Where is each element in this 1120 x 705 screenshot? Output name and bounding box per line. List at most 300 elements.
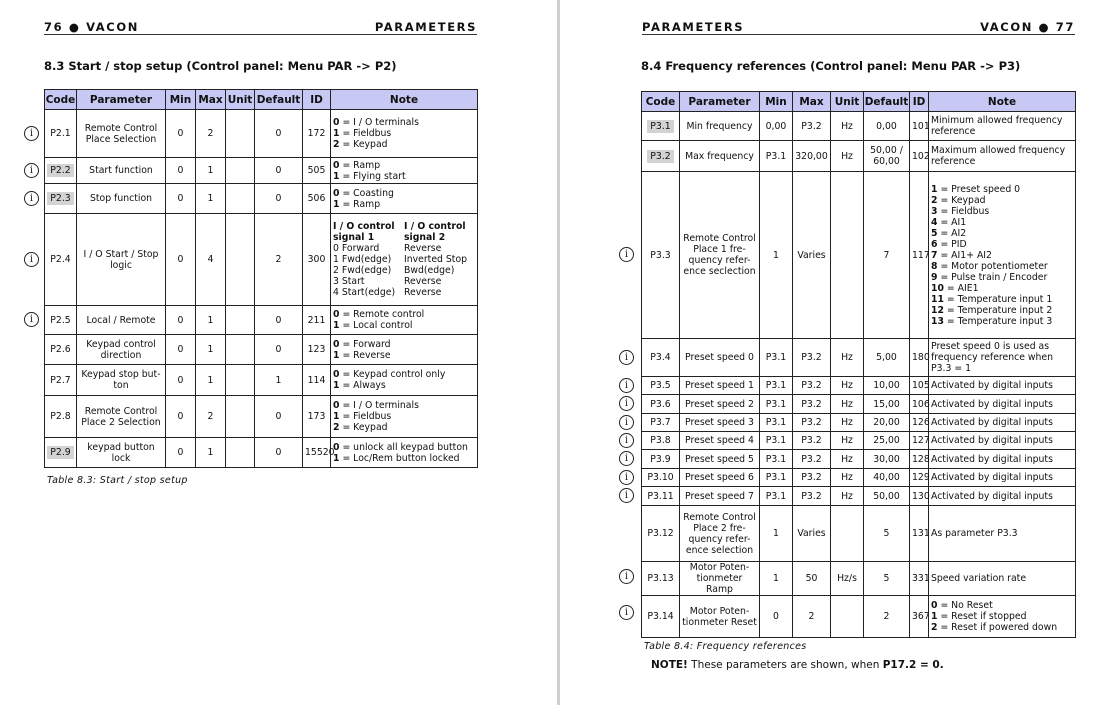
note-value: 1 [931, 611, 938, 622]
col-note: Note [929, 92, 1076, 112]
note-value: 0 [333, 187, 340, 199]
param-unit [226, 438, 255, 468]
table-row [642, 450, 1076, 469]
param-max: 1 [196, 335, 226, 365]
param-code-cell [45, 306, 77, 335]
param-default: 0 [255, 158, 303, 184]
param-code: P3.3 [650, 249, 671, 261]
note-desc: = Preset speed 0 [937, 183, 1021, 195]
io-signal-2-head: I / O control signal 2 [404, 221, 466, 243]
param-default: 5,00 [864, 339, 910, 377]
note-desc: = Keypad [937, 194, 986, 206]
param-max: P3.2 [793, 432, 831, 450]
param-name: Keypad stop but-ton [77, 365, 166, 396]
col-id: ID [910, 92, 929, 112]
note-desc: = AIE1 [943, 282, 979, 294]
param-code-cell [642, 450, 680, 469]
param-note [331, 396, 478, 438]
note-line-item [931, 294, 1073, 305]
param-default: 0 [255, 438, 303, 468]
param-note [331, 335, 478, 365]
note-value: 9 [931, 271, 938, 283]
io-signal-1-value: 0 Forward [333, 243, 380, 254]
param-name: I / O Start / Stop logic [77, 214, 166, 306]
info-icon[interactable]: i [619, 605, 634, 620]
note-line-item [333, 369, 475, 380]
param-max: P3.2 [793, 395, 831, 414]
note-value: 1 [333, 452, 340, 464]
param-name: Keypad control direction [77, 335, 166, 365]
param-unit: Hz [831, 432, 864, 450]
param-unit: Hz [831, 141, 864, 172]
param-code-cell [45, 438, 77, 468]
note-desc: = AI2 [937, 227, 967, 239]
param-id: 106 [910, 395, 929, 414]
param-code: P3.5 [650, 380, 671, 391]
param-id: 172 [303, 110, 331, 158]
note-line-item [931, 305, 1073, 316]
note-desc: = Temperature input 2 [943, 304, 1053, 316]
param-min: 0 [760, 596, 793, 638]
param-note: Activated by digital inputs [929, 377, 1076, 395]
io-signal-1-value: 1 Fwd(edge) [333, 254, 392, 265]
note-desc: = Fieldbus [339, 411, 392, 422]
param-default: 0 [255, 184, 303, 214]
param-unit: Hz [831, 377, 864, 395]
note-desc: = Always [339, 380, 386, 391]
col-min: Min [760, 92, 793, 112]
param-max: 2 [196, 110, 226, 158]
param-unit [226, 214, 255, 306]
note-desc: = Keypad [339, 139, 388, 150]
param-min: 0 [166, 214, 196, 306]
param-min: 0 [166, 184, 196, 214]
note-value: 1 [333, 411, 340, 422]
note-line-item [931, 228, 1073, 239]
table-row [642, 469, 1076, 487]
param-name: Motor Poten-tionmeter Ramp [680, 562, 760, 596]
param-unit: Hz [831, 487, 864, 506]
param-name: Preset speed 0 [680, 339, 760, 377]
table-row [45, 110, 478, 158]
param-default: 5 [864, 506, 910, 562]
table-row [642, 172, 1076, 339]
info-icon[interactable]: i [619, 569, 634, 584]
param-code-cell [642, 414, 680, 432]
param-default: 15,00 [864, 395, 910, 414]
note-line-item [333, 442, 475, 453]
note-line-item [333, 453, 475, 464]
param-id: 367 [910, 596, 929, 638]
note-desc: = Reset if powered down [937, 622, 1058, 633]
info-icon[interactable]: i [619, 488, 634, 503]
param-unit [226, 306, 255, 335]
note-desc: = Local control [339, 320, 413, 331]
param-code-cell [642, 432, 680, 450]
table-row [45, 306, 478, 335]
note-value: 3 [931, 205, 938, 217]
param-code: P2.8 [50, 411, 71, 422]
param-min: 0 [166, 335, 196, 365]
note-line [651, 659, 944, 671]
table-row [642, 377, 1076, 395]
io-signal-2-value: Inverted Stop [404, 254, 468, 265]
param-note: Activated by digital inputs [929, 450, 1076, 469]
section-title: 8.3 Start / stop setup (Control panel: Menu PAR -> P2) [44, 59, 397, 73]
param-default: 2 [255, 214, 303, 306]
note-desc: = Pulse train / Encoder [937, 271, 1048, 283]
left-page [0, 0, 558, 705]
param-name: keypad button lock [77, 438, 166, 468]
param-default: 5 [864, 562, 910, 596]
param-name: Preset speed 7 [680, 487, 760, 506]
param-code-cell [642, 469, 680, 487]
param-note: Preset speed 0 is used as frequency reference when P3.3 = 1 [929, 339, 1076, 377]
param-max: P3.2 [793, 414, 831, 432]
param-note: Activated by digital inputs [929, 432, 1076, 450]
note-value: 1 [333, 128, 340, 139]
note-value: 1 [931, 183, 938, 195]
table-row [642, 141, 1076, 172]
info-icon[interactable]: i [619, 350, 634, 365]
param-default: 1 [255, 365, 303, 396]
param-code-cell [45, 396, 77, 438]
note-desc: = I / O terminals [339, 400, 419, 411]
table-row [642, 596, 1076, 638]
param-code-cell [642, 112, 680, 141]
section-title: 8.4 Frequency references (Control panel: Menu PAR -> P3) [641, 59, 1021, 73]
info-icon[interactable]: i [24, 126, 39, 141]
param-max: 4 [196, 214, 226, 306]
note-value: 0 [931, 600, 938, 611]
table-row [45, 335, 478, 365]
param-unit [226, 335, 255, 365]
brand: VACON [86, 20, 139, 34]
io-logic-item [333, 254, 475, 265]
info-icon[interactable]: i [24, 191, 39, 206]
param-id: 101 [910, 112, 929, 141]
param-code-cell [45, 158, 77, 184]
param-name: Preset speed 3 [680, 414, 760, 432]
param-name: Preset speed 1 [680, 377, 760, 395]
io-signal-2-value: Reverse [404, 243, 442, 254]
param-code: P3.12 [647, 528, 674, 539]
note-line-item [333, 188, 475, 199]
note-desc: = PID [937, 238, 967, 250]
param-name: Preset speed 2 [680, 395, 760, 414]
note-line-item [931, 316, 1073, 327]
param-default: 0 [255, 335, 303, 365]
table-row [45, 184, 478, 214]
io-signal-2-value: Reverse [404, 276, 442, 287]
param-note [331, 110, 478, 158]
col-unit: Unit [831, 92, 864, 112]
param-code-cell [45, 110, 77, 158]
header-title: PARAMETERS [374, 20, 477, 34]
info-icon[interactable]: i [24, 312, 39, 327]
param-id: 505 [303, 158, 331, 184]
param-id: 173 [303, 396, 331, 438]
note-line-item [333, 422, 475, 433]
param-note [331, 184, 478, 214]
note-desc: = Temperature input 3 [943, 315, 1053, 327]
right-page-header: PARAMETERS VACON ● 77 [642, 20, 1075, 34]
note-value: 0 [333, 117, 340, 128]
param-code-cell [642, 339, 680, 377]
param-min: P3.1 [760, 377, 793, 395]
param-code: P3.4 [650, 352, 671, 363]
note-desc: = unlock all keypad button [339, 441, 468, 453]
table-row [642, 414, 1076, 432]
param-unit [226, 365, 255, 396]
param-name: Start function [77, 158, 166, 184]
param-max: 1 [196, 158, 226, 184]
info-icon[interactable]: i [619, 247, 634, 262]
table-caption: Table 8.3: Start / stop setup [47, 475, 188, 486]
param-code-cell [45, 335, 77, 365]
param-note [929, 596, 1076, 638]
io-signal-1-head: I / O control signal 1 [333, 221, 395, 243]
note-line-item [333, 339, 475, 350]
note-value: 2 [931, 194, 938, 206]
note-value: 0 [333, 159, 340, 171]
note-value: 13 [931, 315, 944, 327]
table-header-row [642, 92, 1076, 112]
col-parameter: Parameter [77, 90, 166, 110]
param-max: P3.2 [793, 487, 831, 506]
param-name: Preset speed 6 [680, 469, 760, 487]
param-note: Activated by digital inputs [929, 414, 1076, 432]
table-row [45, 158, 478, 184]
note-value: 7 [931, 249, 938, 261]
param-min: 1 [760, 172, 793, 339]
note-value: 0 [333, 441, 340, 453]
param-default: 25,00 [864, 432, 910, 450]
param-default: 30,00 [864, 450, 910, 469]
param-min: 0,00 [760, 112, 793, 141]
param-note [331, 438, 478, 468]
param-code: P3.13 [647, 573, 674, 584]
param-note: Maximum allowed frequency reference [929, 141, 1076, 172]
param-id: 331 [910, 562, 929, 596]
note-line-item [931, 611, 1073, 622]
note-line-item [931, 283, 1073, 294]
note-value: 1 [333, 198, 340, 210]
param-code: P2.2 [47, 164, 73, 177]
col-default: Default [255, 90, 303, 110]
param-note: Activated by digital inputs [929, 487, 1076, 506]
param-id: 131 [910, 506, 929, 562]
col-code: Code [45, 90, 77, 110]
param-id: 128 [910, 450, 929, 469]
param-max: 320,00 [793, 141, 831, 172]
param-code-cell [642, 596, 680, 638]
io-logic-head [333, 221, 475, 243]
table-row [642, 487, 1076, 506]
param-default: 10,00 [864, 377, 910, 395]
param-min: 0 [166, 110, 196, 158]
param-max: P3.2 [793, 469, 831, 487]
param-code-cell [642, 141, 680, 172]
param-code-cell [642, 172, 680, 339]
note-value: 11 [931, 293, 944, 305]
param-max: 1 [196, 438, 226, 468]
io-logic-item [333, 265, 475, 276]
param-note [331, 214, 478, 306]
note-line-item [333, 400, 475, 411]
param-unit [831, 596, 864, 638]
note-value: 1 [333, 170, 340, 182]
note-label: NOTE! [651, 659, 688, 671]
info-icon[interactable]: i [619, 451, 634, 466]
param-max: 2 [196, 396, 226, 438]
io-logic-item [333, 243, 475, 254]
right-page [561, 0, 1120, 705]
io-signal-1-value: 4 Start(edge) [333, 287, 396, 298]
info-icon[interactable]: i [24, 252, 39, 267]
param-code: P3.11 [647, 490, 674, 502]
param-unit [226, 110, 255, 158]
io-signal-1-value: 3 Start [333, 276, 365, 287]
param-default: 0,00 [864, 112, 910, 141]
table-header-row [45, 90, 478, 110]
param-default: 0 [255, 396, 303, 438]
param-name: Preset speed 5 [680, 450, 760, 469]
param-max: Varies [793, 506, 831, 562]
param-min: 1 [760, 562, 793, 596]
col-id: ID [303, 90, 331, 110]
param-code-cell [642, 395, 680, 414]
note-desc: = Keypad [339, 422, 388, 433]
param-code: P3.10 [647, 472, 674, 483]
param-min: 0 [166, 438, 196, 468]
param-min: P3.1 [760, 339, 793, 377]
io-signal-2-value: Bwd(edge) [404, 265, 455, 276]
param-note [331, 158, 478, 184]
left-page-header: 76 ● VACON PARAMETERS [44, 20, 477, 34]
table-row [642, 562, 1076, 596]
note-desc: = AI1 [937, 216, 967, 228]
note-desc: = Fieldbus [937, 205, 990, 217]
note-value: 0 [333, 400, 340, 411]
param-note: As parameter P3.3 [929, 506, 1076, 562]
param-id: 211 [303, 306, 331, 335]
note-line-item [931, 261, 1073, 272]
note-line-item [931, 250, 1073, 261]
param-max: 2 [793, 596, 831, 638]
param-name: Preset speed 4 [680, 432, 760, 450]
note-line-item [333, 117, 475, 128]
param-code-cell [45, 184, 77, 214]
param-unit [226, 184, 255, 214]
col-parameter: Parameter [680, 92, 760, 112]
param-code: P2.4 [50, 254, 71, 265]
note-line-item [931, 217, 1073, 228]
param-unit: Hz [831, 414, 864, 432]
param-code-cell [45, 365, 77, 396]
start-stop-table [44, 89, 478, 468]
param-code: P3.8 [650, 435, 671, 446]
note-value: 0 [333, 309, 340, 320]
col-unit: Unit [226, 90, 255, 110]
param-name: Max frequency [680, 141, 760, 172]
info-icon[interactable]: i [619, 396, 634, 411]
param-min: 0 [166, 396, 196, 438]
col-max: Max [793, 92, 831, 112]
param-min: 0 [166, 365, 196, 396]
table-caption: Table 8.4: Frequency references [644, 641, 807, 652]
param-id: 105 [910, 377, 929, 395]
param-note [331, 306, 478, 335]
param-id: 180 [910, 339, 929, 377]
io-logic-item [333, 276, 475, 287]
page-number: 76 [44, 20, 64, 34]
page-number: 77 [1055, 20, 1075, 34]
param-id: 506 [303, 184, 331, 214]
note-line-item [333, 171, 475, 182]
table-row [45, 438, 478, 468]
param-default: 50,00 [864, 487, 910, 506]
note-value: 4 [931, 216, 938, 228]
note-line-item [333, 411, 475, 422]
info-icon[interactable]: i [24, 163, 39, 178]
note-desc: = AI1+ AI2 [937, 249, 992, 261]
param-min: 0 [166, 306, 196, 335]
param-code-cell [642, 506, 680, 562]
param-default: 7 [864, 172, 910, 339]
note-desc: = Keypad control only [339, 369, 446, 380]
param-unit: Hz [831, 469, 864, 487]
param-name: Min frequency [680, 112, 760, 141]
info-icon[interactable]: i [619, 415, 634, 430]
note-value: 0 [333, 369, 340, 380]
param-min: P3.1 [760, 487, 793, 506]
param-id: 129 [910, 469, 929, 487]
col-default: Default [864, 92, 910, 112]
param-code-cell [45, 214, 77, 306]
param-unit: Hz [831, 395, 864, 414]
table-row [642, 395, 1076, 414]
note-line-item [931, 239, 1073, 250]
param-code: P2.7 [50, 374, 71, 386]
param-note: Activated by digital inputs [929, 469, 1076, 487]
note-value: 12 [931, 304, 944, 316]
param-code-cell [642, 377, 680, 395]
note-param: P17.2 = 0. [882, 659, 944, 671]
note-value: 2 [333, 139, 340, 150]
param-code-cell [642, 487, 680, 506]
info-icon[interactable]: i [619, 378, 634, 393]
note-value: 1 [333, 320, 340, 331]
note-desc: = Reset if stopped [937, 611, 1027, 622]
info-icon[interactable]: i [619, 433, 634, 448]
io-logic-item [333, 287, 475, 298]
note-text: These parameters are shown, when [687, 659, 883, 671]
param-max: 50 [793, 562, 831, 596]
param-code: P2.1 [50, 128, 71, 139]
param-code: P2.5 [50, 314, 71, 326]
note-line-item [931, 184, 1073, 195]
note-desc: = Coasting [339, 187, 394, 199]
param-default: 50,00 / 60,00 [864, 141, 910, 172]
note-line-item [333, 309, 475, 320]
table-row [45, 396, 478, 438]
io-signal-1-value: 2 Fwd(edge) [333, 265, 392, 276]
param-code: P3.6 [650, 398, 671, 410]
info-icon[interactable]: i [619, 470, 634, 485]
param-name: Remote Control Place 1 fre-quency refer-ence seclection [680, 172, 760, 339]
param-min: P3.1 [760, 450, 793, 469]
